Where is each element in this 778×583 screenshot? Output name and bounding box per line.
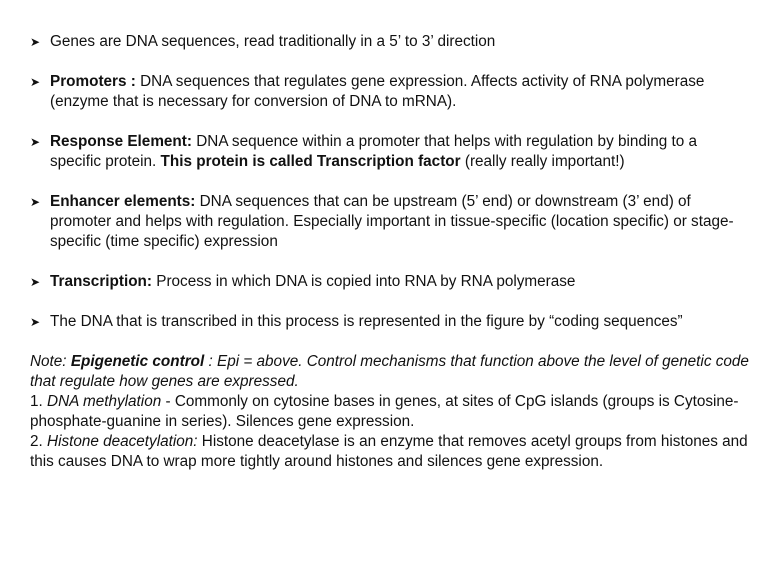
arrow-bullet-icon: ➤: [30, 315, 41, 329]
bullet-term: Transcription:: [50, 273, 152, 290]
arrow-bullet-icon: ➤: [30, 135, 41, 149]
bullet-text: DNA sequence within a promoter that helps with regulation by binding to a specific protein.: [50, 133, 698, 170]
bullet-response-element: [30, 132, 750, 172]
note-item-histone-deacetylation: [30, 432, 750, 472]
bullet-term: Response Element:: [50, 133, 192, 150]
note-item-number: 2.: [30, 433, 48, 450]
note-block: [30, 352, 750, 472]
note-item-number: 1.: [30, 393, 48, 410]
bullet-tail: (really really important!): [464, 153, 625, 170]
bullet-text: The DNA that is transcribed in this process is represented in the figure by “coding sequences”: [50, 313, 683, 330]
bullet-text: Process in which DNA is copied into RNA by RNA polymerase: [156, 273, 576, 290]
note-item-title: Histone deacetylation:: [47, 433, 198, 450]
note-term: Epigenetic control: [70, 353, 205, 370]
arrow-bullet-icon: ➤: [30, 75, 41, 89]
arrow-bullet-icon: ➤: [30, 275, 41, 289]
bullet-text: Genes are DNA sequences, read traditionally in a 5’ to 3’ direction: [50, 33, 496, 50]
note-item-text: Histone deacetylase is an enzyme that removes acetyl groups from histones and this causes DNA to wrap more tightly around histones and silences gene expression.: [30, 433, 748, 470]
note-heading: [30, 352, 750, 392]
note-item-title: DNA methylation: [47, 393, 162, 410]
bullet-text: DNA sequences that regulates gene expression. Affects activity of RNA polymerase (enzyme that is necessary for conversion of DNA to mRNA).: [50, 73, 705, 110]
bullet-emphasis: This protein is called Transcription factor: [160, 153, 461, 170]
arrow-bullet-icon: ➤: [30, 195, 41, 209]
bullet-genes: [30, 32, 750, 52]
bullet-promoters: [30, 72, 750, 112]
note-prefix: Note:: [30, 353, 71, 370]
bullet-term: Enhancer elements:: [50, 193, 196, 210]
bullet-text: DNA sequences that can be upstream (5’ end) or downstream (3’ end) of promoter and helps with regulation. Especially important in tissue-specific (location specific) or stage-specific (time specific) expression: [50, 193, 734, 250]
note-item-dna-methylation: [30, 392, 750, 432]
note-item-text: - Commonly on cytosine bases in genes, at sites of CpG islands (groups is Cytosine-phosphate-guanine in series). Silences gene expression.: [30, 393, 739, 430]
bullet-transcription: [30, 272, 750, 292]
bullet-list: [30, 32, 750, 332]
bullet-term: Promoters :: [50, 73, 136, 90]
arrow-bullet-icon: ➤: [30, 35, 41, 49]
note-text: : Epi = above. Control mechanisms that function above the level of genetic code that regulate how genes are expressed.: [30, 353, 749, 390]
bullet-enhancer-elements: [30, 192, 750, 252]
bullet-coding-sequences: [30, 312, 750, 332]
